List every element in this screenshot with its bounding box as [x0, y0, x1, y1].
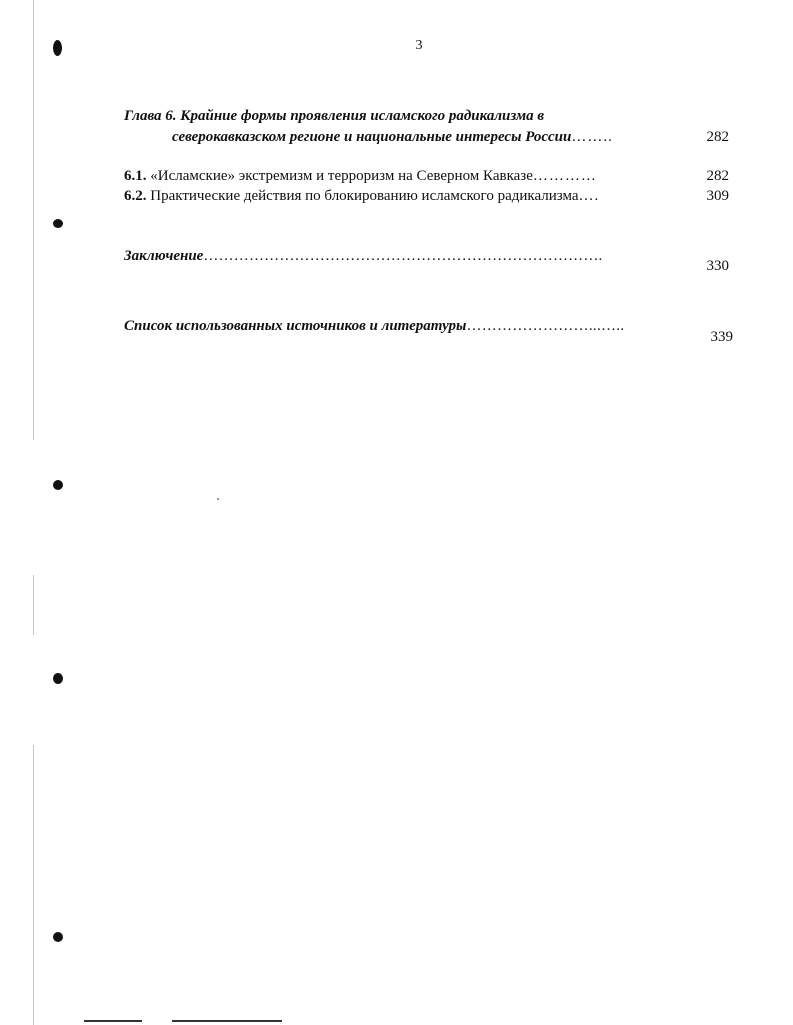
punch-hole-4 — [53, 673, 63, 684]
section-page: 309 — [706, 188, 729, 204]
conclusion-title: Заключение — [124, 248, 204, 264]
scan-dash-2 — [172, 1020, 282, 1022]
toc-section-entry — [124, 187, 729, 206]
section-title: Практические действия по блокированию исламского радикализма — [146, 188, 579, 204]
chapter-leader-dots: …….. — [571, 129, 613, 145]
margin-line-top — [33, 0, 34, 440]
section-page: 282 — [706, 168, 729, 184]
bibliography-page: 339 — [710, 329, 733, 345]
chapter-page: 282 — [706, 129, 729, 145]
bibliography-title: Список использованных источников и литературы — [124, 318, 467, 334]
section-leader-dots: …. — [578, 188, 600, 204]
section-number: 6.2. — [124, 188, 147, 204]
margin-line-bottom — [33, 745, 34, 1025]
scan-speck — [217, 498, 219, 500]
toc-section-entry — [124, 167, 729, 186]
toc-bibliography-entry — [124, 317, 733, 345]
punch-hole-5 — [53, 932, 63, 942]
section-label — [124, 187, 599, 206]
section-label — [124, 167, 597, 186]
chapter-title-line2 — [124, 128, 729, 147]
section-number: 6.1. — [124, 168, 147, 184]
toc-conclusion-entry — [124, 247, 729, 274]
punch-hole-2 — [53, 219, 63, 228]
section-leader-dots: ………… — [532, 168, 597, 184]
chapter-title-line2-text: северокавказском регионе и национальные интересы России — [172, 129, 572, 145]
chapter-title — [124, 107, 729, 147]
section-title: «Исламские» экстремизм и терроризм на Северном Кавказе — [146, 168, 533, 184]
punch-hole-3 — [53, 480, 63, 490]
conclusion-label — [124, 247, 603, 266]
scan-dash-1 — [84, 1020, 142, 1022]
chapter-title-line1: Глава 6. Крайние формы проявления исламского радикализма в — [124, 108, 545, 124]
conclusion-leader-dots: ……………………………………………………………………. — [203, 248, 603, 264]
bibliography-leader-dots: ……………………...….. — [466, 318, 625, 334]
margin-line-middle — [33, 575, 34, 635]
conclusion-page: 330 — [706, 258, 729, 274]
bibliography-label — [124, 317, 624, 336]
toc-chapter-entry — [124, 107, 729, 147]
page-number: 3 — [415, 38, 423, 53]
